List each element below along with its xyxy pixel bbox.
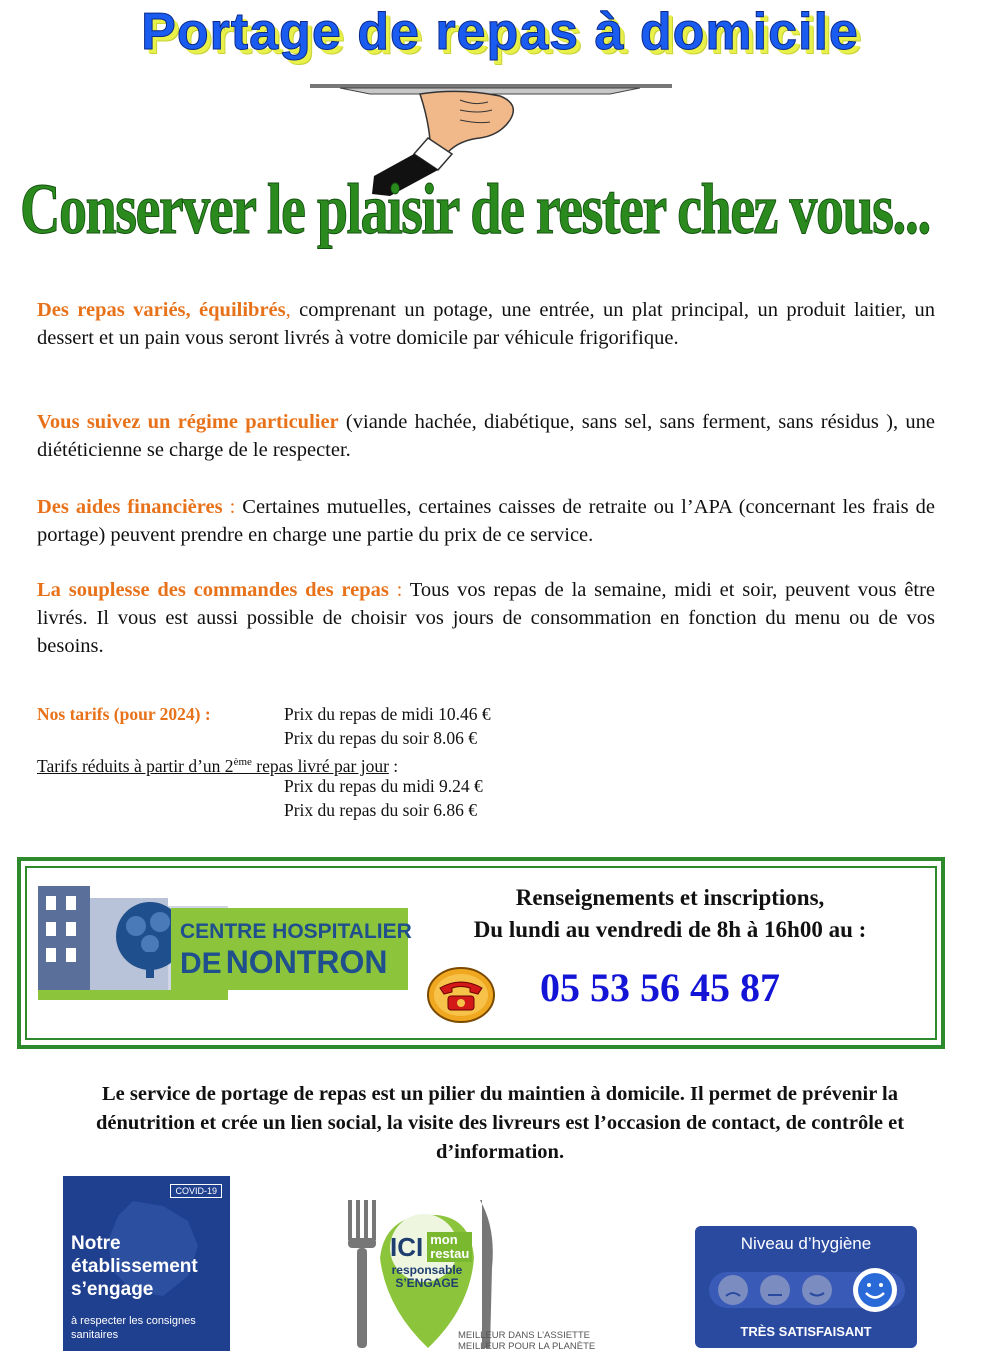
- knife-icon: [480, 1200, 493, 1348]
- restau-responsable-badge: [340, 1198, 630, 1360]
- slogan: Conserver le plaisir de rester chez vous...: [20, 169, 930, 249]
- tarif-reduced-sup: ème: [233, 756, 252, 768]
- restau-tagline-1: MEILLEUR DANS L’ASSIETTE: [458, 1330, 590, 1341]
- contact-heading: [420, 882, 920, 946]
- paragraph-body: comprenant un potage, une entrée, un plat principal, un produit laitier, un dessert et un pain vous seront livrés à votre domicile par véhicule frigorifique.: [37, 299, 935, 349]
- tarif-reduced-midi: Prix du repas du midi 9.24 €: [284, 776, 483, 796]
- restau-engagement: [382, 1264, 472, 1290]
- paragraph-lead: Des repas variés, équilibrés: [37, 299, 286, 321]
- tarif-label: Nos tarifs (pour 2024) :: [37, 704, 211, 724]
- restau-engage: S’ENGAGE: [395, 1276, 459, 1290]
- tarif-reduced-post: repas livré par jour: [251, 755, 389, 776]
- restau-taglines: [458, 1330, 595, 1352]
- contact-line1: Renseignements et inscriptions,: [515, 885, 825, 910]
- hygiene-level-badge: [695, 1226, 917, 1348]
- tarif-reduced-soir: Prix du repas du soir 6.86 €: [284, 800, 477, 820]
- paragraph-body: Tous vos repas de la semaine, midi et soir, peuvent vous être livrés. Il vous est aussi possible de choisir vos jours de consommation en fonction du menu ou de vos besoins.: [37, 579, 935, 657]
- logo-line1: CENTRE HOSPITALIER: [180, 920, 412, 943]
- paragraph-repas: [37, 296, 935, 352]
- restau-tagline-2: MEILLEUR POUR LA PLANÈTE: [458, 1341, 596, 1352]
- paragraph-regime: [37, 408, 935, 464]
- logo-line2-name: NONTRON: [225, 944, 388, 980]
- hygiene-face-icon-1: [718, 1275, 748, 1305]
- footer-statement: Le service de portage de repas est un pilier du maintien à domicile. Il permet de prévenir la dénutrition et crée un lien social, la visite des livreurs est l’occasion de contact, de contrôle et d’information.: [95, 1083, 905, 1163]
- paragraph-separator: :: [222, 496, 236, 518]
- tarif-soir: Prix du repas du soir 8.06 €: [284, 728, 477, 748]
- paragraph-separator: ,: [285, 299, 291, 321]
- tarif-midi: Prix du repas de midi 10.46 €: [284, 704, 491, 724]
- paragraph-separator: :: [388, 579, 403, 601]
- restau-responsable: responsable: [391, 1263, 463, 1277]
- paragraph-lead: Des aides financières: [37, 496, 223, 518]
- hospital-logo: [38, 886, 413, 1004]
- paragraph-lead: La souplesse des commandes des repas: [37, 579, 389, 601]
- covid-tag: COVID-19: [170, 1184, 222, 1198]
- paragraph-souplesse: [37, 576, 935, 660]
- paragraph-body: Certaines mutuelles, certaines caisses de retraite ou l’APA (concernant les frais de portage) peuvent prendre en charge une partie du prix de ce service.: [37, 496, 935, 546]
- restau-logo-text: [390, 1232, 472, 1263]
- hygiene-face-icon-4-selected: [853, 1268, 897, 1312]
- hygiene-face-icon-2: [760, 1275, 790, 1305]
- tray: [310, 84, 672, 88]
- fork-icon: [348, 1200, 376, 1348]
- hygiene-rating: TRÈS SATISFAISANT: [740, 1324, 872, 1339]
- hygiene-face-icon-3: [802, 1275, 832, 1305]
- covid-commitment-badge: [63, 1176, 230, 1351]
- restau-restau: restau: [430, 1246, 470, 1261]
- restau-mon-block: [427, 1232, 472, 1262]
- hygiene-title: Niveau d’hygiène: [740, 1234, 872, 1253]
- tarif-reduced-colon: :: [388, 755, 399, 776]
- phone-icon: [426, 966, 496, 1024]
- phone-number[interactable]: 05 53 56 45 87: [540, 965, 780, 1010]
- paragraph-body: (viande hachée, diabétique, sans sel, sans ferment, sans résidus ), une diététicienne se charge de le respecter.: [37, 411, 935, 461]
- tarif-reduced-pre: Tarifs réduits à partir d’un 2: [37, 755, 234, 776]
- covid-title: Notre établissement s’engage: [71, 1233, 198, 1300]
- logo-line2-prefix: DE: [180, 947, 222, 980]
- paragraph-lead: Vous suivez un régime particulier: [37, 411, 339, 433]
- restau-mon: mon: [430, 1232, 458, 1247]
- logo-line2: [180, 944, 387, 981]
- tarif-reduced-text: [37, 756, 389, 776]
- contact-line2: Du lundi au vendredi de 8h à 16h00 au :: [473, 917, 867, 942]
- covid-subtitle: à respecter les consignes sanitaires: [71, 1315, 196, 1341]
- paragraph-aides: [37, 493, 935, 549]
- page-title: Portage de repas à domicile: [141, 3, 859, 61]
- restau-ici: ICI: [390, 1232, 424, 1262]
